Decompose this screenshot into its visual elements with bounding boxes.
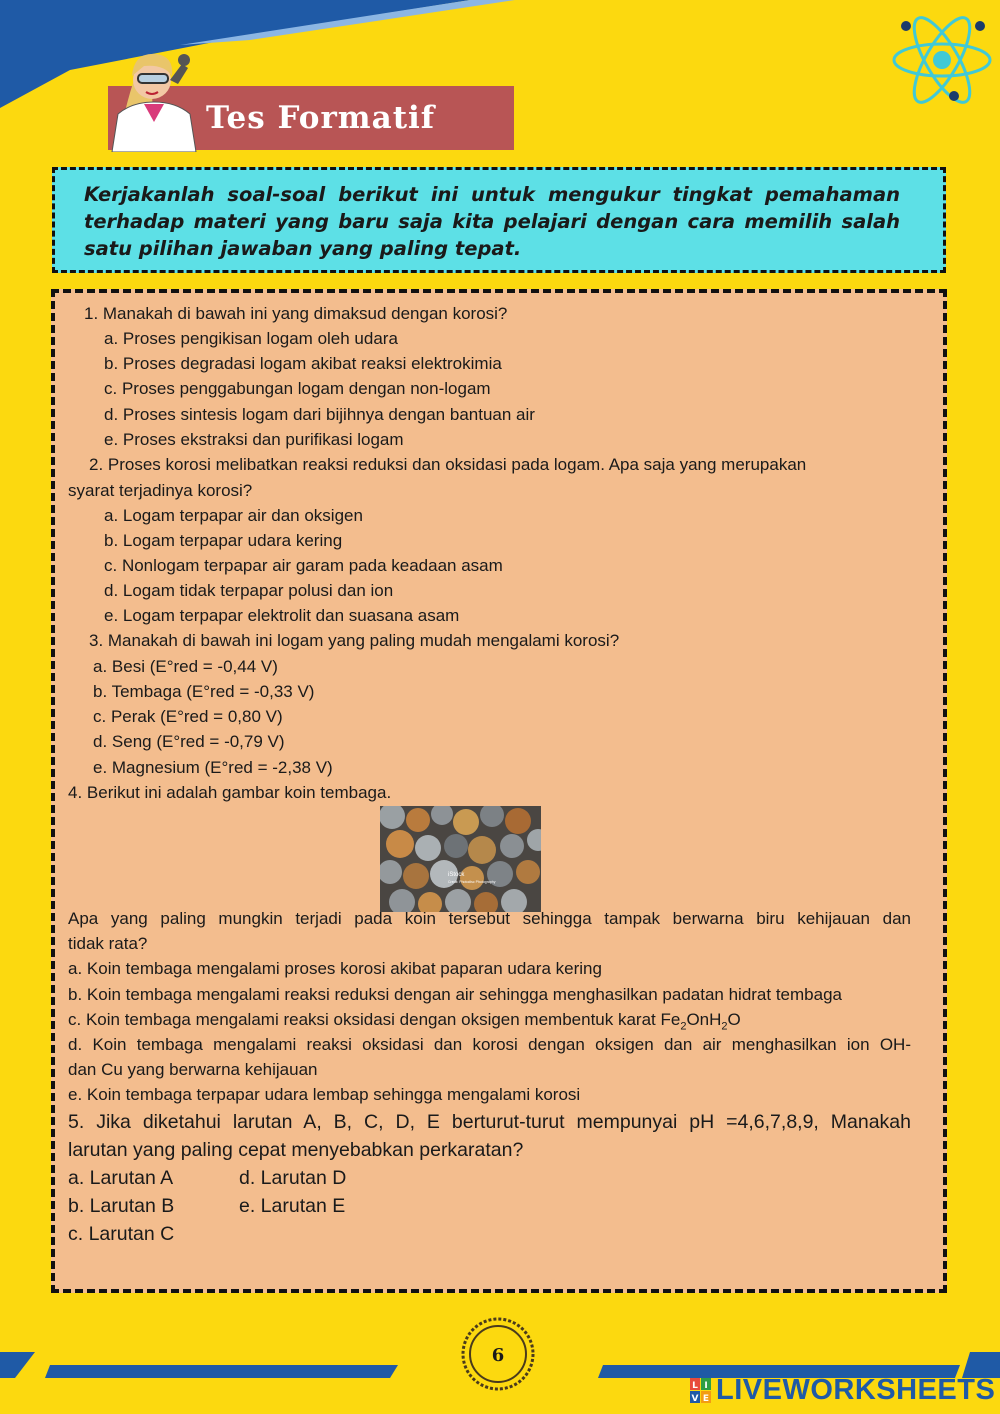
q2-question-line2: syarat terjadinya korosi? — [68, 481, 253, 500]
copper-coins-image — [380, 806, 541, 912]
q3-question: 3. Manakah di bawah ini logam yang paling mudah mengalami korosi? — [89, 631, 620, 650]
istock-watermark: iStock — [448, 872, 465, 878]
q3-option-b[interactable]: b. Tembaga (E°red = -0,33 V) — [93, 682, 315, 701]
q2-option-a[interactable]: a. Logam terpapar air dan oksigen — [104, 506, 363, 525]
svg-text:E: E — [702, 1394, 710, 1404]
q1-option-b[interactable]: b. Proses degradasi logam akibat reaksi elektrokimia — [104, 354, 502, 373]
q4-option-c-mid: OnH — [686, 1010, 722, 1029]
q2-option-d[interactable]: d. Logam tidak terpapar polusi dan ion — [104, 581, 394, 600]
q4-option-c-text: c. Koin tembaga mengalami reaksi oksidasi dengan oksigen membentuk karat Fe — [68, 1010, 681, 1029]
page-title: Tes Formatif — [206, 100, 436, 136]
q4-question-line2: tidak rata? — [68, 934, 148, 953]
q5-question-line2: larutan yang paling cepat menyebabkan perkaratan? — [68, 1139, 524, 1161]
q5-option-d[interactable]: d. Larutan D — [239, 1167, 347, 1189]
atom-icon — [888, 12, 996, 108]
q1-option-e[interactable]: e. Proses ekstraksi dan purifikasi logam — [104, 430, 404, 449]
q4-intro: 4. Berikut ini adalah gambar koin tembaga. — [68, 783, 392, 802]
q4-option-d-line2[interactable]: dan Cu yang berwarna kehijauan — [68, 1060, 318, 1079]
bottom-left-blue-small — [0, 1352, 35, 1378]
q3-option-d[interactable]: d. Seng (E°red = -0,79 V) — [93, 732, 285, 751]
q5-option-b[interactable]: b. Larutan B — [68, 1195, 175, 1217]
q2-question-line1: 2. Proses korosi melibatkan reaksi reduksi dan oksidasi pada logam. Apa saja yang merupakan — [89, 455, 807, 474]
q5-question-line1: 5. Jika diketahui larutan A, B, C, D, E berturut-turut mempunyai pH =4,6,7,8,9, Manakah — [68, 1111, 911, 1133]
page-number-badge — [460, 1316, 536, 1392]
q1-option-d[interactable]: d. Proses sintesis logam dari bijihnya dengan bantuan air — [104, 405, 535, 424]
svg-text:I: I — [704, 1381, 708, 1391]
liveworksheets-brand[interactable]: LIVEWORKSHEETS — [716, 1374, 996, 1406]
svg-text:L: L — [692, 1381, 698, 1391]
instruction-text: Kerjakanlah soal-soal berikut ini untuk mengukur tingkat pemahaman terhadap materi yang baru saja kita pelajari dengan cara memilih salah satu pilihan jawaban yang paling tepat. — [84, 183, 900, 260]
q4-option-e[interactable]: e. Koin tembaga terpapar udara lembap sehingga mengalami korosi — [68, 1085, 581, 1104]
q4-option-c-sub1: 2 — [680, 1020, 687, 1033]
q2-option-c[interactable]: c. Nonlogam terpapar air garam pada keadaan asam — [104, 556, 503, 575]
svg-text:V: V — [691, 1394, 699, 1404]
q3-option-c[interactable]: c. Perak (E°red = 0,80 V) — [93, 707, 283, 726]
liveworksheets-logo-icon — [690, 1378, 712, 1404]
q3-option-a[interactable]: a. Besi (E°red = -0,44 V) — [93, 657, 278, 676]
q4-option-c-end: O — [727, 1010, 741, 1029]
q1-question: 1. Manakah di bawah ini yang dimaksud dengan korosi? — [84, 304, 508, 323]
bottom-left-blue-band — [45, 1365, 398, 1378]
istock-credit: Credit: Photodisc Photography — [448, 880, 496, 884]
q1-option-c[interactable]: c. Proses penggabungan logam dengan non-logam — [104, 379, 491, 398]
q5-option-c[interactable]: c. Larutan C — [68, 1223, 175, 1245]
q2-option-b[interactable]: b. Logam terpapar udara kering — [104, 531, 343, 550]
q4-question-line1: Apa yang paling mungkin terjadi pada koin tersebut sehingga tampak berwarna biru kehijauan dan — [68, 909, 911, 928]
scientist-illustration — [104, 40, 209, 152]
q4-option-d-line1[interactable]: d. Koin tembaga mengalami reaksi oksidasi dan korosi dengan oksigen dan air menghasilkan ion OH- — [68, 1035, 911, 1054]
q1-option-a[interactable]: a. Proses pengikisan logam oleh udara — [104, 329, 398, 348]
q4-option-c-sub2: 2 — [721, 1020, 728, 1033]
page-number: 6 — [491, 1345, 505, 1366]
coins-photo — [380, 806, 541, 912]
q5-option-e[interactable]: e. Larutan E — [239, 1195, 346, 1217]
q2-option-e[interactable]: e. Logam terpapar elektrolit dan suasana asam — [104, 606, 460, 625]
q4-option-a[interactable]: a. Koin tembaga mengalami proses korosi akibat paparan udara kering — [68, 959, 602, 978]
q5-option-a[interactable]: a. Larutan A — [68, 1167, 174, 1189]
q4-option-b[interactable]: b. Koin tembaga mengalami reaksi reduksi dengan air sehingga menghasilkan padatan hidrat tembaga — [68, 985, 842, 1004]
q3-option-e[interactable]: e. Magnesium (E°red = -2,38 V) — [93, 758, 333, 777]
